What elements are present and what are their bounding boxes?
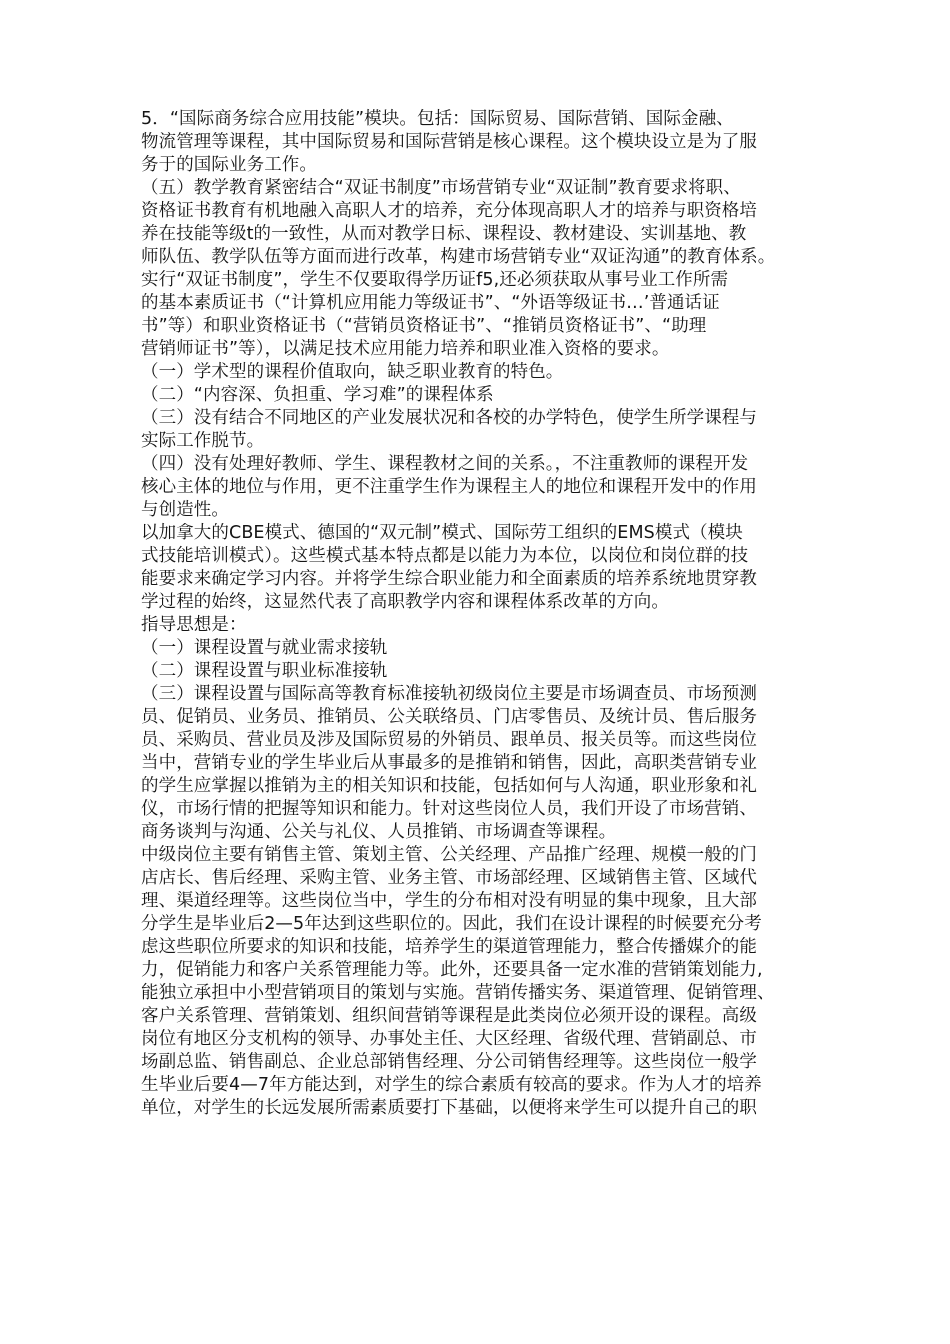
text-line: 5．“国际商务综合应用技能”模块。包括：国际贸易、国际营销、国际金融、: [141, 109, 734, 129]
text-line: （四）没有处理好教师、学生、课程教材之间的关系。，不注重教师的课程开发: [141, 454, 749, 474]
text-line: 资格证书教育有机地融入高职人才的培养，充分体现高职人才的培养与职资格培: [141, 201, 757, 221]
text-line: 以加拿大的CBE模式、德国的“双元制”模式、国际劳工组织的EMS模式（模块: [141, 523, 743, 543]
text-line: 务于的国际业务工作。: [141, 155, 317, 175]
text-line: 生毕业后要4—7年方能达到，对学生的综合素质有较高的要求。作为人才的培养: [141, 1075, 762, 1095]
text-line: 分学生是毕业后2—5年达到这些职位的。因此，我们在设计课程的时候要充分考: [141, 914, 762, 934]
text-line: 当中，营销专业的学生毕业后从事最多的是推销和销售，因此，高职类营销专业: [141, 753, 757, 773]
text-line: 员、促销员、业务员、推销员、公关联络员、门店零售员、及统计员、售后服务: [141, 707, 757, 727]
text-line: 的学生应掌握以推销为主的相关知识和技能，包括如何与人沟通，职业形象和礼: [141, 776, 757, 796]
text-line: 养在技能等级t的一致性，从而对教学日标、课程设、教材建设、实训基地、教: [141, 224, 747, 244]
text-line: 师队伍、教学队伍等方面而进行改革，构建市场营销专业“双证沟通”的教育体系。: [141, 247, 776, 267]
text-line: 指导思想是：: [141, 615, 247, 635]
text-line: 实际工作脱节。: [141, 431, 265, 451]
text-line: 能要求来确定学习内容。并将学生综合职业能力和全面素质的培养系统地贯穿教: [141, 569, 757, 589]
text-line: 与创造性。: [141, 500, 229, 520]
text-line: 核心主体的地位与作用，更不注重学生作为课程主人的地位和课程开发中的作用: [141, 477, 757, 497]
body-text: [141, 108, 831, 1143]
text-line: （三）课程设置与国际高等教育标准接轨初级岗位主要是市场调查员、市场预测: [141, 684, 757, 704]
text-line: （二）“内容深、负担重、学习难”的课程体系: [141, 385, 494, 405]
text-line: 力，促销能力和客户关系管理能力等。此外，还要具备一定水准的营销策划能力,: [141, 960, 763, 980]
text-line: （一）学术型的课程价值取向，缺乏职业教育的特色。: [141, 362, 564, 382]
text-line: 实行“双证书制度”，学生不仅要取得学历证f5,还必须获取从事号业工作所需: [141, 270, 729, 290]
text-line: 营销师证书”等），以满足技术应用能力培养和职业准入资格的要求。: [141, 339, 670, 359]
text-line: 商务谈判与沟通、公关与礼仪、人员推销、市场调查等课程。: [141, 822, 617, 842]
text-line: 学过程的始终，这显然代表了高职教学内容和课程体系改革的方向。: [141, 592, 669, 612]
text-line: [141, 1120, 831, 1143]
text-line: 岗位有地区分支机构的领导、办事处主任、大区经理、省级代理、营销副总、市: [141, 1029, 757, 1049]
text-line: 客户关系管理、营销策划、组织间营销等课程是此类岗位必须开设的课程。高级: [141, 1006, 757, 1026]
text-line: （三）没有结合不同地区的产业发展状况和各校的办学特色，使学生所学课程与: [141, 408, 757, 428]
text-line: （五）教学教育紧密结合“双证书制度”市场营销专业“双证制”教育要求将职、: [141, 178, 741, 198]
text-line: 员、采购员、营业员及涉及国际贸易的外销员、跟单员、报关员等。而这些岗位: [141, 730, 757, 750]
text-line: 中级岗位主要有销售主管、策划主管、公关经理、产品推广经理、规模一般的门: [141, 845, 757, 865]
text-line: 场副总监、销售副总、企业总部销售经理、分公司销售经理等。这些岗位一般学: [141, 1052, 757, 1072]
text-line: 的基本素质证书（“计算机应用能力等级证书”、“外语等级证书…’普通话证: [141, 293, 720, 313]
text-line: 理、渠道经理等。这些岗位当中，学生的分布相对没有明显的集中现象，且大部: [141, 891, 757, 911]
text-line: 店店长、售后经理、采购主管、业务主管、市场部经理、区域销售主管、区域代: [141, 868, 757, 888]
text-line: 物流管理等课程，其中国际贸易和国际营销是核心课程。这个模块设立是为了服: [141, 132, 757, 152]
text-line: 仪，市场行情的把握等知识和能力。针对这些岗位人员，我们开设了市场营销、: [141, 799, 757, 819]
text-line: （一）课程设置与就业需求接轨: [141, 638, 388, 658]
text-line: 虑这些职位所要求的知识和技能，培养学生的渠道管理能力，整合传播媒介的能: [141, 937, 757, 957]
text-line: 书”等）和职业资格证书（“营销员资格证书”、“推销员资格证书”、“助理: [141, 316, 707, 336]
text-line: 单位，对学生的长远发展所需素质要打下基础，以便将来学生可以提升自己的职: [141, 1098, 757, 1118]
text-line: 能独立承担中小型营销项目的策划与实施。营销传播实务、渠道管理、促销管理、: [141, 983, 775, 1003]
text-line: 式技能培训模式）。这些模式基本特点都是以能力为本位，以岗位和岗位群的技: [141, 546, 749, 566]
text-line: （二）课程设置与职业标准接轨: [141, 661, 388, 681]
